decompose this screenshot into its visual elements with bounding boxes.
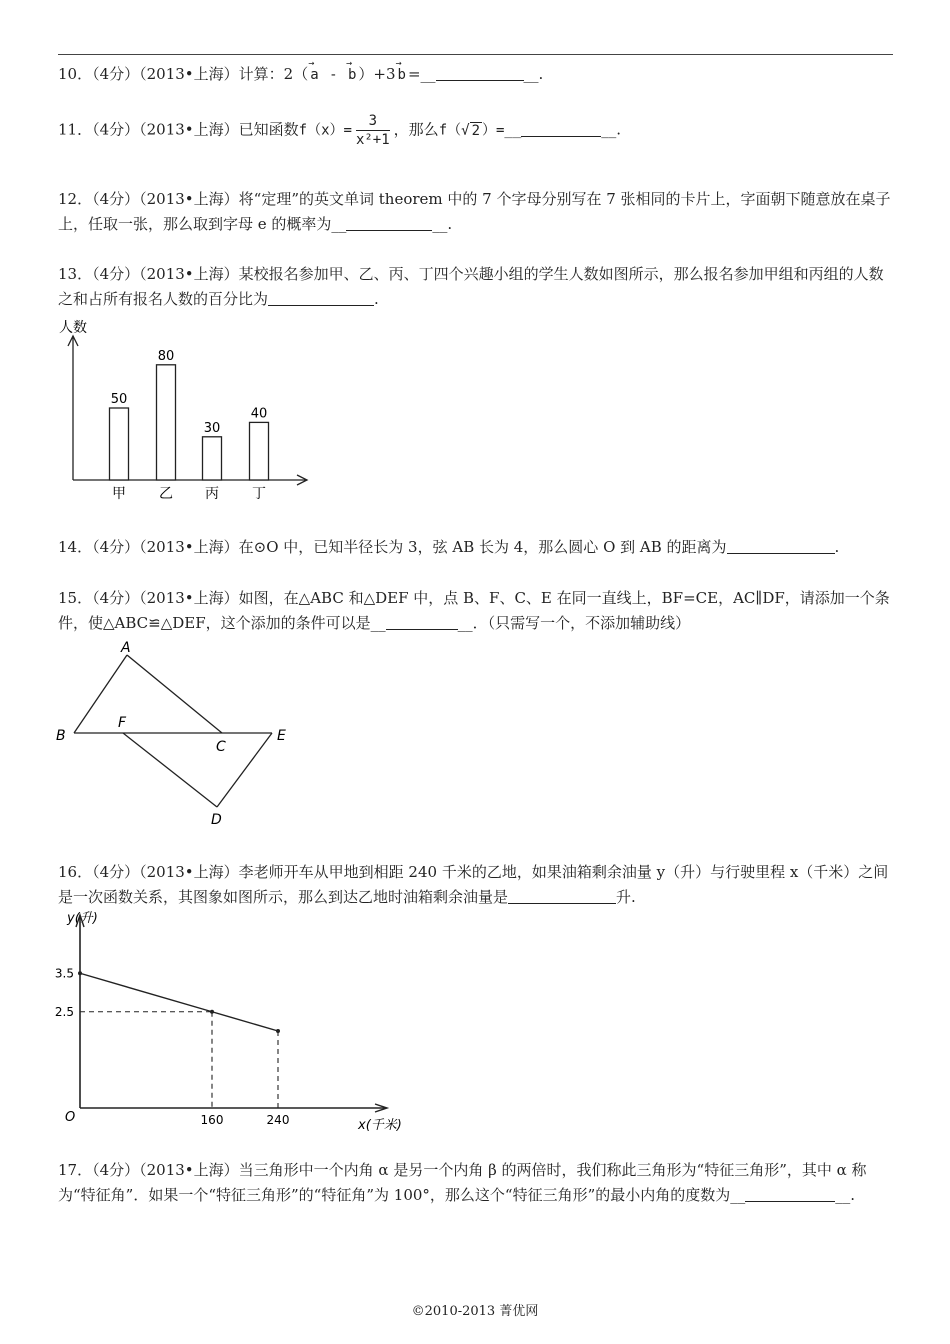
line-chart-ylabel: y(升)	[67, 911, 98, 926]
bar-category-label: 甲	[112, 486, 126, 502]
q15-text: 15．（4分）（2013•上海）如图，在△ABC 和△DEF 中，点 B、F、C、E 在同一直线上，BF=CE，AC∥DF，请添加一个条件，使△ABC≌△DEF，这个添加的条件可以是__	[58, 589, 890, 632]
bar-chart-ylabel: 人数	[59, 320, 87, 336]
q17-text: 17．（4分）（2013•上海）当三角形中一个内角 α 是另一个内角 β 的两倍时，我们称此三角形为“特征三角形”，其中 α 称为“特征角”．如果一个“特征三角形”的“特征角”为 100°，那么这个“特征三角形”的最小内角的度数为__	[58, 1161, 867, 1204]
data-point	[276, 1029, 280, 1033]
bar-chart	[55, 318, 315, 503]
top-rule	[58, 54, 893, 55]
q16-end: 升.	[616, 888, 636, 906]
question-13	[58, 262, 893, 312]
point-d-label: D	[211, 812, 222, 828]
q14-end: .	[834, 538, 840, 556]
fraction	[356, 112, 390, 149]
q11-end: __.	[601, 120, 622, 139]
fraction-numerator: 3	[356, 112, 390, 131]
fuel-line	[80, 973, 278, 1031]
question-12	[58, 187, 893, 237]
sqrt-icon: √	[461, 122, 470, 139]
question-17	[58, 1158, 893, 1208]
x-tick-label: 240	[266, 1113, 290, 1127]
point-f-label: F	[118, 715, 127, 731]
q11-prefix: 11．（4分）（2013•上海）已知函数	[58, 120, 299, 139]
q15-end: __．（只需写一个，不添加辅助线）	[457, 614, 691, 632]
answer-blank[interactable]	[508, 887, 616, 904]
q10-mid: ）+3	[358, 65, 396, 83]
q10-minus: -	[320, 67, 346, 83]
vector-b: → b	[346, 63, 358, 88]
point-e-label: E	[277, 728, 286, 744]
bar-value-label: 40	[250, 406, 268, 422]
bar-value-label: 30	[203, 420, 221, 436]
answer-blank[interactable]	[386, 613, 458, 630]
q11-mid: ，那么	[393, 120, 439, 139]
bar-value-label: 50	[110, 392, 128, 407]
vector-a: → a	[308, 63, 320, 88]
bar-value-label: 80	[157, 348, 175, 364]
y-tick-label: 3.5	[54, 966, 74, 981]
q13-text: 13．（4分）（2013•上海）某校报名参加甲、乙、丙、丁四个兴趣小组的学生人数如图所示，那么报名参加甲组和丙组的人数之和占所有报名人数的百分比为	[58, 265, 884, 308]
q10-end: __.	[523, 65, 544, 83]
y-tick-label: 2.5	[54, 1004, 74, 1019]
bar-丙	[203, 437, 222, 480]
triangle-figure	[50, 640, 310, 828]
q11-close: ）=__	[482, 122, 522, 139]
q11-function: f（x）=	[298, 122, 352, 139]
point-c-label: C	[216, 739, 226, 755]
q16-text: 16．（4分）（2013•上海）李老师开车从甲地到相距 240 千米的乙地，如果油箱剩余油量 y（升）与行驶里程 x（千米）之间是一次函数关系，其图象如图所示，那么到达乙地时油箱剩余油量是	[58, 863, 889, 906]
q11-f: f（	[438, 122, 462, 139]
footer-copyright: ©2010-2013 菁优网	[411, 1304, 539, 1319]
question-14	[58, 535, 893, 560]
question-16	[58, 860, 893, 910]
data-point	[78, 971, 82, 975]
question-15	[58, 586, 893, 636]
answer-blank[interactable]	[745, 1185, 835, 1202]
line-chart	[55, 905, 415, 1135]
bar-category-label: 丙	[205, 486, 219, 502]
bar-乙	[157, 365, 176, 480]
q13-end: .	[374, 290, 379, 308]
bar-category-label: 丁	[252, 486, 266, 502]
answer-blank[interactable]	[521, 120, 601, 137]
q12-end: __.	[432, 215, 453, 233]
question-10	[58, 62, 893, 88]
sqrt-value: 2	[471, 122, 480, 139]
answer-blank[interactable]	[436, 64, 524, 81]
question-11	[58, 112, 893, 149]
q12-text: 12．（4分）（2013•上海）将“定理”的英文单词 theorem 中的 7 个字母分别写在 7 张相同的卡片上，字面朝下随意放在桌子上，任取一张，那么取到字母 e 的概率为__	[58, 190, 891, 233]
segment-fd	[123, 733, 217, 807]
point-a-label: A	[121, 640, 131, 656]
answer-blank[interactable]	[346, 214, 432, 231]
bar-category-label: 乙	[159, 486, 173, 502]
bar-丁	[250, 422, 269, 480]
answer-blank[interactable]	[727, 537, 835, 554]
q10-eq: =__	[407, 65, 436, 83]
point-b-label: B	[56, 728, 66, 744]
q14-text: 14．（4分）（2013•上海）在⊙O 中，已知半径长为 3，弦 AB 长为 4，那么圆心 O 到 AB 的距离为	[58, 538, 727, 556]
line-chart-xlabel: x(千米)	[358, 1118, 402, 1133]
answer-blank[interactable]	[268, 289, 374, 306]
x-tick-label: 160	[200, 1113, 224, 1127]
q17-end: __.	[835, 1186, 856, 1204]
vector-b-2: → b	[396, 63, 408, 88]
segment-ac	[127, 655, 222, 733]
fraction-denominator: x²+1	[355, 132, 390, 148]
bar-甲	[110, 408, 129, 480]
origin-label: O	[65, 1110, 76, 1125]
q10-prefix: 10．（4分）（2013•上海）计算：2（	[58, 65, 309, 83]
data-point	[210, 1010, 214, 1014]
